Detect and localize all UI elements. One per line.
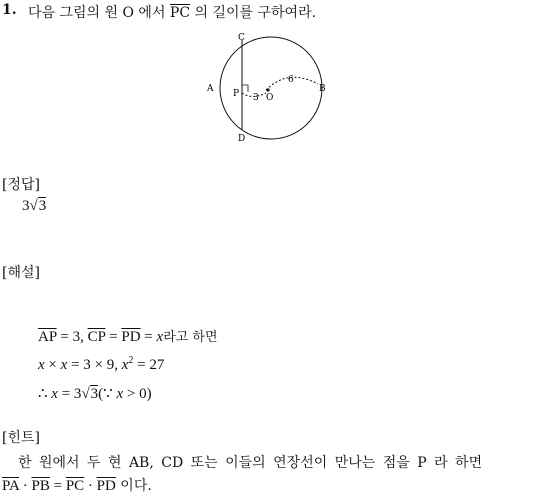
eq-text: = (105, 329, 122, 345)
eq-text: = 3, (56, 329, 88, 345)
label-b: B (319, 84, 326, 94)
segment-pc: $\overline{PC}$ (169, 5, 191, 21)
eq-text: = 27 (133, 357, 165, 373)
label-6: 6 (288, 75, 294, 85)
times-sign: × (44, 357, 61, 373)
eq-text: = 3 (57, 386, 82, 402)
answer-value (22, 198, 46, 215)
sqrt-sign: √3 (81, 386, 99, 402)
dot-op: · (84, 478, 97, 494)
var-x: x (121, 357, 129, 373)
eq-text: = 3 × 9, (67, 357, 122, 373)
circle-o (220, 37, 322, 139)
label-d: D (238, 134, 246, 144)
answer-coef: 3 (22, 198, 30, 214)
right-angle-mark (242, 85, 248, 92)
dot-op: · (18, 478, 32, 494)
eq-text: > 0) (123, 386, 152, 402)
solution-heading: [해설] (2, 265, 40, 281)
segment-pc: $\overline{PC}$ (65, 478, 85, 494)
because-text: (∵ (98, 386, 117, 402)
hint-line-2 (2, 475, 152, 495)
eq-text: = (140, 329, 157, 345)
hint-heading: [힌트] (2, 430, 40, 446)
segment-ap: $\overline{AP}$ (38, 329, 57, 345)
answer-radicand: 3 (38, 198, 47, 214)
exponent: 2 (128, 355, 134, 366)
var-x: x (156, 329, 164, 345)
label-3: 3 (253, 93, 259, 103)
eq-text: = (49, 478, 66, 494)
label-p: P (233, 89, 240, 99)
segment-pb: $\overline{PB}$ (31, 478, 50, 494)
center-point (266, 88, 269, 91)
sqrt-sign: √3 (29, 198, 47, 214)
segment-pa: $\overline{PA}$ (2, 478, 19, 494)
var-x: x (60, 357, 68, 373)
segment-cp: $\overline{CP}$ (87, 329, 106, 345)
hint-line-1: 한 원에서 두 현 AB, CD 또는 이들의 연장선이 만나는 점을 P 라 하면 (18, 455, 483, 471)
segment-pd: $\overline{PD}$ (121, 329, 141, 345)
question-text-before: 다음 그림의 원 O 에서 (28, 5, 170, 21)
label-c: C (238, 33, 245, 43)
question-number: 1. (2, 2, 17, 18)
korean-tail: 라고 하면 (163, 330, 218, 345)
label-o: O (266, 93, 274, 103)
var-x: x (116, 386, 124, 402)
solution-line-3 (38, 384, 152, 403)
question-text-after: 의 길이를 구하여라. (190, 5, 317, 21)
therefore-sign: ∴ (38, 386, 52, 402)
segment-pd: $\overline{PD}$ (96, 478, 116, 494)
var-x: x (38, 357, 45, 373)
hint-tail: 이다. (115, 478, 152, 494)
question-text (28, 2, 316, 22)
solution-line-2 (38, 355, 164, 374)
radicand: 3 (90, 386, 99, 402)
circle-figure (200, 30, 340, 145)
solution-line-1 (38, 326, 218, 346)
var-x: x (51, 386, 58, 402)
label-a: A (207, 84, 214, 94)
answer-heading: [정답] (2, 177, 40, 193)
